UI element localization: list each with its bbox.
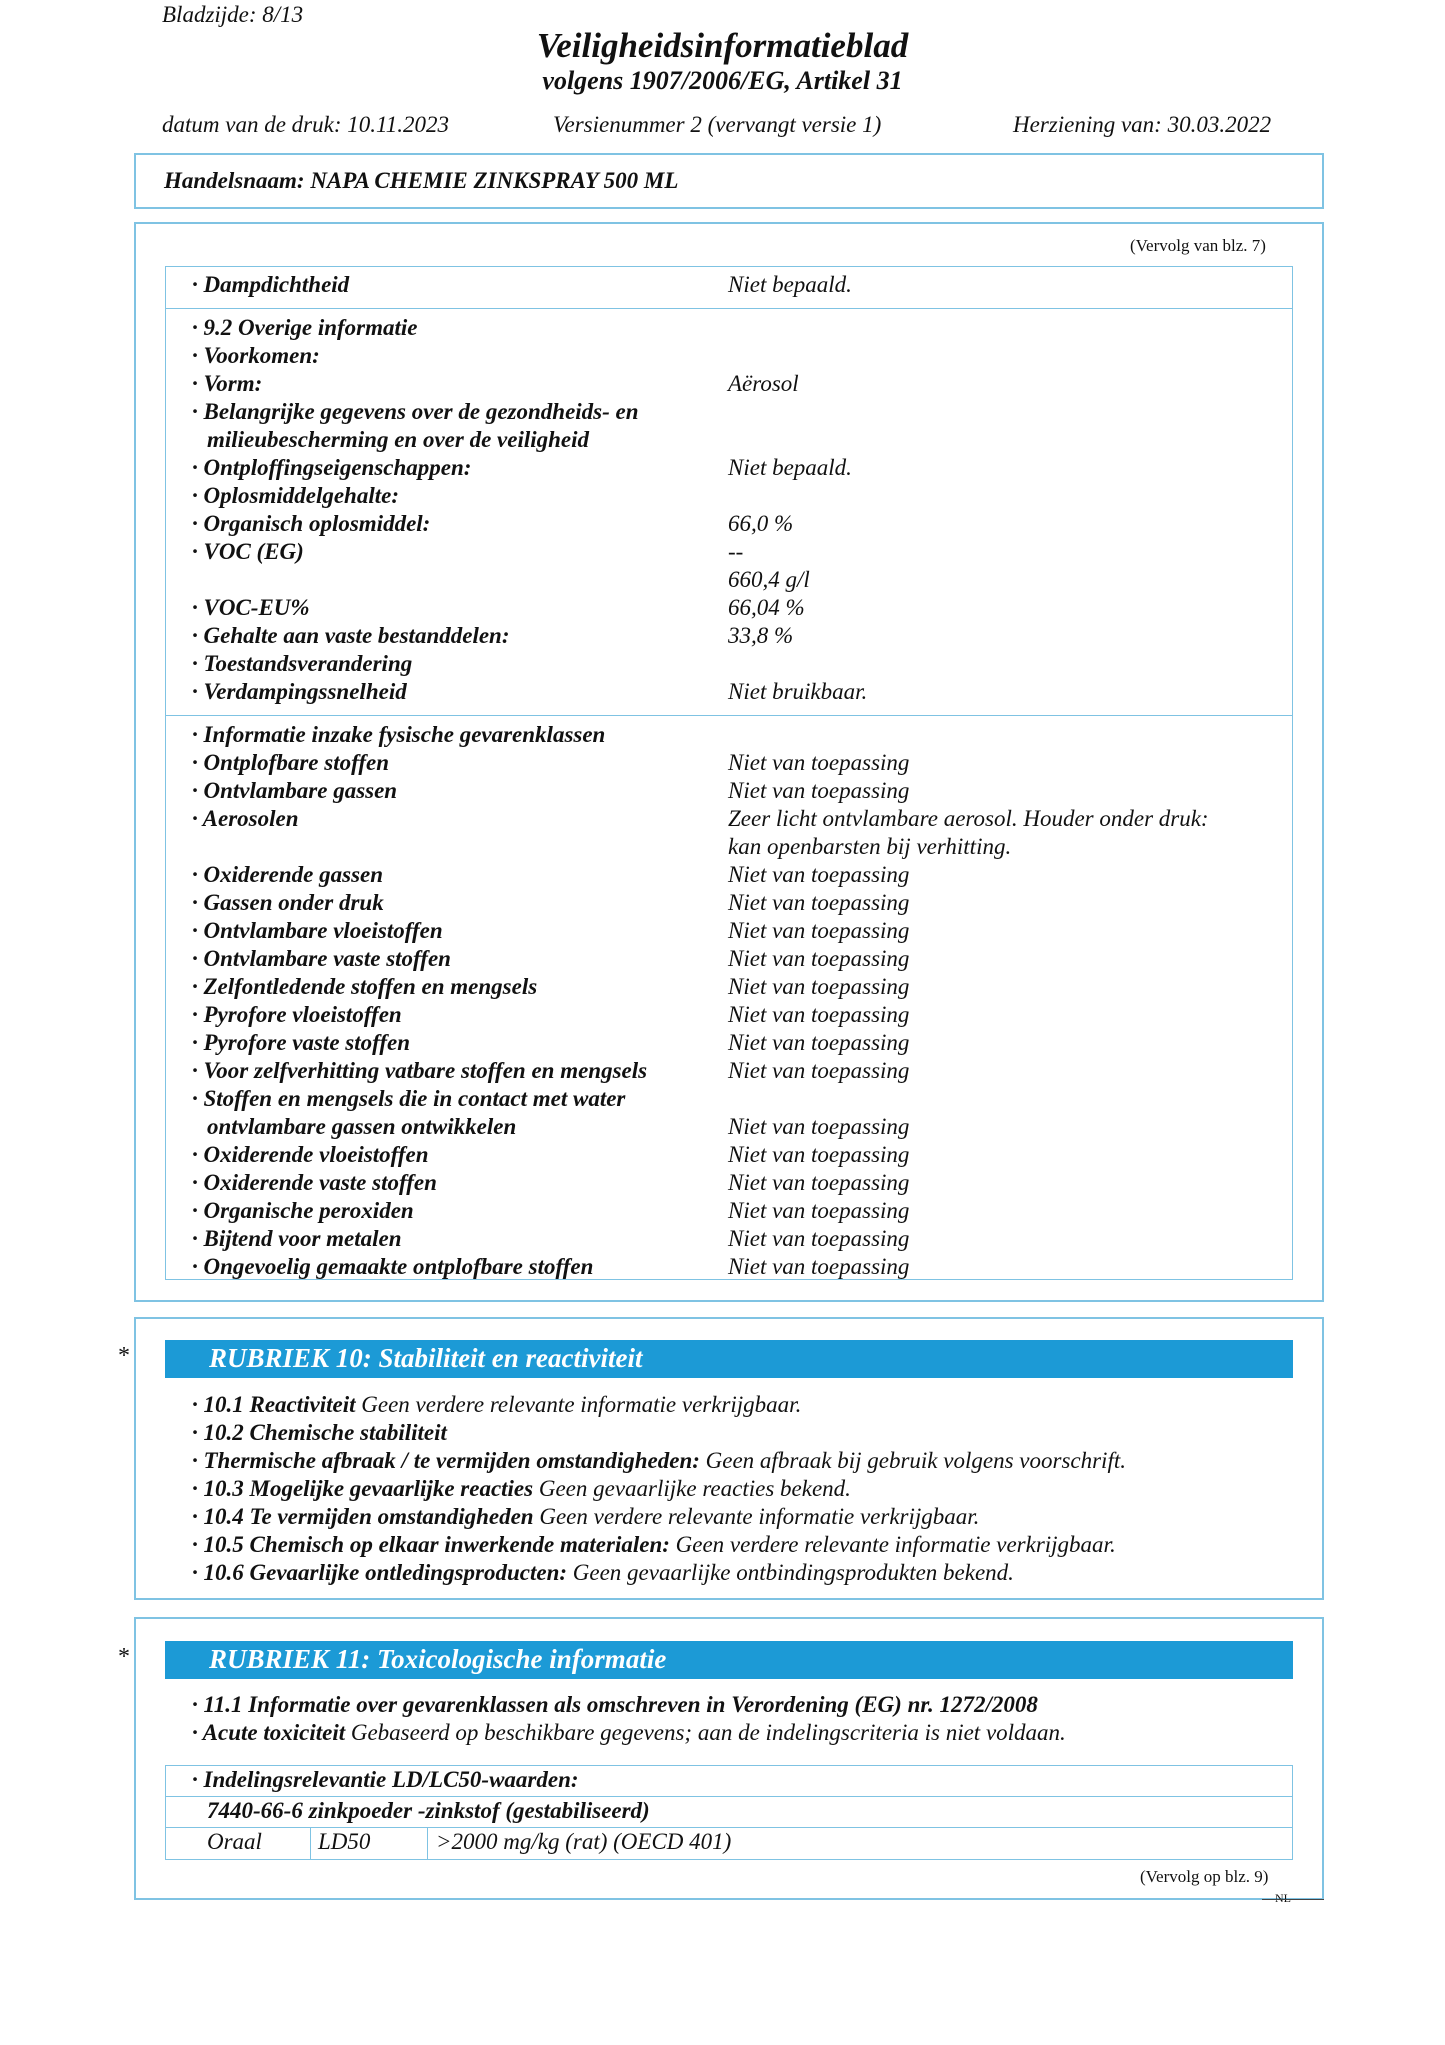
revision-date: Herziening van: 30.03.2022: [1013, 112, 1272, 137]
property-value: Niet bruikbaar.: [728, 679, 868, 704]
info-line-heading: · 10.3 Mogelijke gevaarlijke reacties: [192, 1476, 534, 1501]
info-line-text: Geen verdere relevante informatie verkrijgbaar.: [533, 1504, 980, 1529]
property-value: Niet van toepassing: [728, 1254, 910, 1279]
property-label: · Vorm:: [192, 371, 263, 396]
property-label: · Informatie inzake fysische gevarenklassen: [192, 722, 606, 747]
info-line-text: Geen verdere relevante informatie verkrijgbaar.: [669, 1532, 1116, 1557]
property-label: · Ontvlambare gassen: [192, 778, 398, 803]
ld-route: Oraal: [207, 1829, 262, 1854]
property-value: Zeer licht ontvlambare aerosol. Houder onder druk:: [728, 806, 1209, 831]
info-line: [192, 1448, 1126, 1474]
property-label: · Organische peroxiden: [192, 1198, 414, 1223]
property-label: · VOC-EU%: [192, 595, 310, 620]
property-value: Niet van toepassing: [728, 946, 910, 971]
property-label: · Dampdichtheid: [192, 272, 350, 297]
property-value: Niet van toepassing: [728, 1170, 910, 1195]
ld-table-col-divider-1: [310, 1827, 311, 1860]
property-label: · Oplosmiddelgehalte:: [192, 483, 399, 508]
property-value: Niet van toepassing: [728, 1226, 910, 1251]
info-line-heading: · 10.4 Te vermijden omstandigheden: [192, 1504, 534, 1529]
property-value: Niet van toepassing: [728, 750, 910, 775]
info-line-text: Geen gevaarlijke reacties bekend.: [533, 1476, 851, 1501]
property-value: 660,4 g/l: [728, 567, 810, 592]
language-underline: [1262, 1899, 1324, 1900]
ld-type: LD50: [318, 1829, 371, 1854]
page-number: Bladzijde: 8/13: [162, 2, 304, 27]
property-label: · Stoffen en mengsels die in contact met water: [192, 1086, 626, 1111]
property-label: · Oxiderende vloeistoffen: [192, 1142, 429, 1167]
property-value: Niet van toepassing: [728, 1030, 910, 1055]
property-label: ontvlambare gassen ontwikkelen: [207, 1114, 517, 1139]
property-value: Aërosol: [728, 371, 799, 396]
property-label: · VOC (EG): [192, 539, 304, 564]
info-line: [192, 1392, 801, 1418]
substance-name: 7440-66-6 zinkpoeder -zinkstof (gestabiliseerd): [207, 1798, 650, 1823]
property-label: · Pyrofore vloeistoffen: [192, 1002, 402, 1027]
trade-name: Handelsnaam: NAPA CHEMIE ZINKSPRAY 500 ML: [164, 168, 679, 193]
ld-value: >2000 mg/kg (rat) (OECD 401): [436, 1829, 732, 1854]
property-label: · Toestandsverandering: [192, 651, 413, 676]
property-label: · Pyrofore vaste stoffen: [192, 1030, 411, 1055]
info-line-heading: · 10.6 Gevaarlijke ontledingsproducten:: [192, 1560, 568, 1585]
property-label: · Gassen onder druk: [192, 890, 384, 915]
property-label: · Zelfontledende stoffen en mengsels: [192, 974, 538, 999]
property-value: Niet van toepassing: [728, 862, 910, 887]
info-line: [192, 1504, 979, 1530]
property-label: · 9.2 Overige informatie: [192, 315, 418, 340]
property-label: · Verdampingssnelheid: [192, 679, 407, 704]
info-line-heading: · 10.5 Chemisch op elkaar inwerkende materialen:: [192, 1532, 670, 1557]
info-line-heading: · 10.2 Chemische stabiliteit: [192, 1420, 447, 1445]
property-label: · Organisch oplosmiddel:: [192, 511, 431, 536]
property-value: Niet van toepassing: [728, 1002, 910, 1027]
version-number: Versienummer 2 (vervangt versie 1): [553, 112, 882, 137]
property-value: kan openbarsten bij verhitting.: [728, 834, 1012, 859]
language-code: NL: [1275, 1891, 1291, 1905]
property-label: · Ontploffingseigenschappen:: [192, 455, 472, 480]
info-line-heading: · 11.1 Informatie over gevarenklassen als omschreven in Verordening (EG) nr. 1272/2008: [192, 1692, 1038, 1717]
info-line: [192, 1720, 1066, 1746]
property-value: Niet van toepassing: [728, 1198, 910, 1223]
info-line: [192, 1532, 1116, 1558]
property-value: 33,8 %: [728, 623, 794, 648]
ld-table-col-divider-2: [427, 1827, 428, 1860]
info-line-text: Gebaseerd op beschikbare gegevens; aan de indelingscriteria is niet voldaan.: [345, 1720, 1066, 1745]
property-value: 66,04 %: [728, 595, 805, 620]
info-line: [192, 1560, 1014, 1586]
property-value: Niet van toepassing: [728, 1114, 910, 1139]
info-line: [192, 1692, 1038, 1718]
property-label: · Voorkomen:: [192, 343, 320, 368]
property-value: Niet bepaald.: [728, 455, 852, 480]
property-label: · Ontvlambare vloeistoffen: [192, 918, 443, 943]
ld-table-divider-2: [165, 1827, 1293, 1828]
document-subtitle: volgens 1907/2006/EG, Artikel 31: [542, 66, 903, 95]
section-10-header: RUBRIEK 10: Stabiliteit en reactiviteit: [165, 1340, 1293, 1378]
property-label: · Voor zelfverhitting vatbare stoffen en mengsels: [192, 1058, 648, 1083]
section-11-header: RUBRIEK 11: Toxicologische informatie: [165, 1641, 1293, 1679]
property-label: · Oxiderende vaste stoffen: [192, 1170, 437, 1195]
ld-heading: · Indelingsrelevantie LD/LC50-waarden:: [192, 1767, 579, 1792]
property-label: · Bijtend voor metalen: [192, 1226, 402, 1251]
print-date: datum van de druk: 10.11.2023: [162, 112, 450, 137]
continued-from: (Vervolg van blz. 7): [1130, 236, 1266, 255]
trade-name-box: [134, 153, 1324, 209]
property-value: Niet van toepassing: [728, 778, 910, 803]
continued-on: (Vervolg op blz. 9): [1140, 1867, 1269, 1886]
info-line-heading: · 10.1 Reactiviteit: [192, 1392, 356, 1417]
section-10-change-marker: *: [118, 1343, 130, 1369]
property-label: milieubescherming en over de veiligheid: [207, 427, 590, 452]
property-label: · Aerosolen: [192, 806, 299, 831]
info-line-heading: · Thermische afbraak / te vermijden omstandigheden:: [192, 1448, 700, 1473]
property-label: · Oxiderende gassen: [192, 862, 384, 887]
info-line-text: Geen gevaarlijke ontbindingsprodukten bekend.: [567, 1560, 1014, 1585]
info-line-text: Geen afbraak bij gebruik volgens voorschrift.: [699, 1448, 1126, 1473]
property-label: · Ongevoelig gemaakte ontplofbare stoffen: [192, 1254, 594, 1279]
info-line-text: Geen verdere relevante informatie verkrijgbaar.: [355, 1392, 802, 1417]
property-value: Niet van toepassing: [728, 918, 910, 943]
property-value: 66,0 %: [728, 511, 794, 536]
property-value: Niet bepaald.: [728, 272, 852, 297]
property-value: Niet van toepassing: [728, 890, 910, 915]
info-line: [192, 1476, 851, 1502]
property-label: · Ontvlambare vaste stoffen: [192, 946, 451, 971]
info-line: [192, 1420, 447, 1446]
property-label: · Ontplofbare stoffen: [192, 750, 389, 775]
property-value: --: [728, 539, 744, 564]
section-11-change-marker: *: [118, 1644, 130, 1670]
property-value: Niet van toepassing: [728, 1142, 910, 1167]
ld-table-divider-1: [165, 1796, 1293, 1797]
info-line-heading: · Acute toxiciteit: [192, 1720, 346, 1745]
property-value: Niet van toepassing: [728, 1058, 910, 1083]
property-label: · Gehalte aan vaste bestanddelen:: [192, 623, 510, 648]
property-label: · Belangrijke gegevens over de gezondheids- en: [192, 399, 639, 424]
property-value: Niet van toepassing: [728, 974, 910, 999]
document-title: Veiligheidsinformatieblad: [536, 26, 909, 65]
